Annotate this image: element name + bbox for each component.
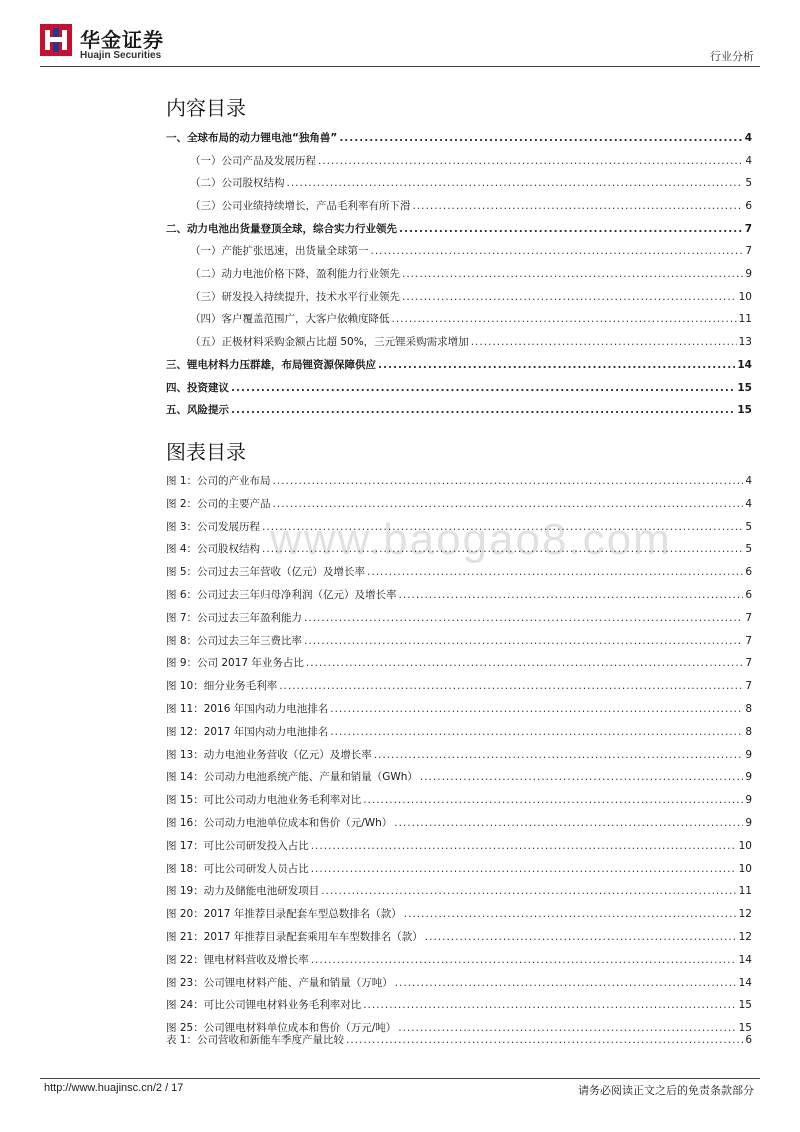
toc-entry[interactable] <box>166 377 752 400</box>
dot-leader <box>273 493 744 516</box>
report-category: 行业分析 <box>710 50 754 63</box>
huajin-logo-icon <box>40 24 72 56</box>
toc-entry-page: 9 <box>745 794 752 807</box>
toc-entry-text: 图 18：可比公司研发人员占比 <box>166 862 309 875</box>
toc-entry-text: （四）客户覆盖范围广，大客户依赖度降低 <box>190 313 390 326</box>
toc-entry-page: 7 <box>744 222 752 235</box>
header-divider <box>40 66 760 67</box>
toc-entry-text: 图 7：公司过去三年盈利能力 <box>166 611 303 624</box>
toc-entry-page: 15 <box>738 999 752 1012</box>
toc-entry-text: 图 20：2017 年推荐目录配套车型总数排名（款） <box>166 908 402 921</box>
toc-entry-page: 12 <box>738 930 752 943</box>
toc-entry-text: 四、投资建议 <box>166 381 229 394</box>
toc-entry-page: 10 <box>738 839 752 852</box>
toc-entry-page: 6 <box>745 1033 752 1046</box>
toc-entry-page: 11 <box>738 313 752 326</box>
toc-entry-text: （一）产能扩张迅速，出货量全球第一 <box>190 245 369 258</box>
dot-leader <box>399 218 743 241</box>
toc-entry[interactable] <box>166 858 752 881</box>
toc-entry[interactable] <box>166 240 752 263</box>
toc-entry-text: 二、动力电池出货量登顶全球，综合实力行业领先 <box>166 222 397 235</box>
dot-leader <box>262 538 743 561</box>
toc-entry-text: （三）研发投入持续提升，技术水平行业领先 <box>190 290 400 303</box>
dot-leader <box>231 377 735 400</box>
toc-entry-page: 10 <box>738 290 752 303</box>
toc-entry-text: 五、风险提示 <box>166 404 229 417</box>
toc-entry-page: 7 <box>745 680 752 693</box>
toc-entry-page: 9 <box>745 816 752 829</box>
footer-url-page <box>44 1082 183 1094</box>
dot-leader <box>304 607 743 630</box>
toc-entry-text: 图 10：细分业务毛利率 <box>166 680 278 693</box>
dot-leader <box>395 972 737 995</box>
toc-entry[interactable] <box>166 607 752 630</box>
toc-entry-text: 图 21：2017 年推荐目录配套乘用车车型数排名（款） <box>166 930 423 943</box>
toc-entry-page: 4 <box>745 154 752 167</box>
dot-leader <box>287 172 744 195</box>
toc-entry[interactable] <box>166 470 752 493</box>
toc-entry-text: 图 17：可比公司研发投入占比 <box>166 839 309 852</box>
dot-leader <box>402 263 743 286</box>
dot-leader <box>471 331 737 354</box>
toc-entry-text: （二）公司股权结构 <box>190 177 285 190</box>
toc-entry-text: 图 5：公司过去三年营收（亿元）及增长率 <box>166 566 366 579</box>
figures-title: 图表目录 <box>166 440 246 464</box>
toc-entry-page: 12 <box>738 908 752 921</box>
toc-entry-page: 7 <box>745 657 752 670</box>
toc-entry[interactable] <box>166 903 752 926</box>
toc-entry[interactable] <box>166 675 752 698</box>
toc-entry-text: 图 8：公司过去三年三费比率 <box>166 634 303 647</box>
toc-entry-text: 图 15：可比公司动力电池业务毛利率对比 <box>166 794 362 807</box>
contents-list <box>166 127 752 422</box>
footer-disclaimer: 请务必阅读正文之后的免责条款部分 <box>578 1084 754 1097</box>
toc-entry-page: 9 <box>745 268 752 281</box>
toc-entry-page: 6 <box>745 566 752 579</box>
toc-entry-page: 5 <box>745 543 752 556</box>
brand-name-cn: 华金证券 <box>80 28 164 52</box>
dot-leader <box>311 949 737 972</box>
dot-leader <box>346 1029 743 1052</box>
toc-entry[interactable] <box>166 218 752 241</box>
toc-entry-page: 9 <box>745 771 752 784</box>
toc-entry[interactable] <box>166 354 752 377</box>
toc-entry-text: 图 4：公司股权结构 <box>166 543 261 556</box>
dot-leader <box>330 721 743 744</box>
page-header <box>0 0 800 70</box>
toc-entry-page: 7 <box>745 245 752 258</box>
dot-leader <box>363 994 736 1017</box>
toc-entry-page: 10 <box>738 862 752 875</box>
toc-entry-page: 15 <box>738 1022 752 1035</box>
dot-leader <box>279 675 743 698</box>
toc-entry-page: 4 <box>745 497 752 510</box>
toc-entry-page: 15 <box>737 381 752 394</box>
dot-leader <box>363 789 743 812</box>
toc-entry[interactable] <box>166 1029 752 1052</box>
toc-entry-text: （三）公司业绩持续增长，产品毛利率有所下滑 <box>190 200 411 213</box>
toc-entry-text: （五）正极材料采购金额占比超 50%，三元锂采购需求增加 <box>190 336 469 349</box>
toc-entry-text: 图 16：公司动力电池单位成本和售价（元/Wh） <box>166 816 393 829</box>
toc-entry-page: 6 <box>745 588 752 601</box>
toc-entry[interactable] <box>166 150 752 173</box>
dot-leader <box>392 308 737 331</box>
toc-entry-page: 9 <box>745 748 752 761</box>
toc-entry-page: 5 <box>745 520 752 533</box>
toc-entry[interactable] <box>166 399 752 422</box>
toc-entry-page: 8 <box>745 702 752 715</box>
toc-entry-text: 图 14：公司动力电池系统产能、产量和销量（GWh） <box>166 771 418 784</box>
figures-list <box>166 470 752 1040</box>
dot-leader <box>318 150 743 173</box>
toc-entry[interactable] <box>166 766 752 789</box>
toc-entry[interactable] <box>166 972 752 995</box>
dot-leader <box>402 286 737 309</box>
toc-entry[interactable] <box>166 286 752 309</box>
toc-entry-page: 13 <box>738 336 752 349</box>
toc-entry-text: 图 19：动力及储能电池研发项目 <box>166 885 320 898</box>
dot-leader <box>330 698 743 721</box>
toc-entry-text: 图 3：公司发展历程 <box>166 520 261 533</box>
footer-page-number: 2 / 17 <box>155 1082 184 1094</box>
toc-entry[interactable] <box>166 172 752 195</box>
toc-entry-page: 4 <box>744 131 752 144</box>
dot-leader <box>311 835 737 858</box>
dot-leader <box>367 561 743 584</box>
toc-entry[interactable] <box>166 835 752 858</box>
toc-entry-page: 15 <box>737 404 752 417</box>
toc-entry-text: 图 1：公司的产业布局 <box>166 475 271 487</box>
toc-entry-page: 6 <box>745 200 752 213</box>
toc-entry-text: 表 1：公司营收和新能车季度产量比较 <box>166 1033 345 1046</box>
toc-entry-text: 图 12：2017 年国内动力电池排名 <box>166 725 329 738</box>
toc-entry[interactable] <box>166 630 752 653</box>
toc-entry-text: 图 22：锂电材料营收及增长率 <box>166 953 309 966</box>
toc-entry-text: 三、锂电材料力压群雄，布局锂资源保障供应 <box>166 358 376 371</box>
toc-entry-page: 7 <box>745 611 752 624</box>
toc-entry-text: 图 23：公司锂电材料产能、产量和销量（万吨） <box>166 976 393 989</box>
footer-url[interactable]: http://www.huajinsc.cn/ <box>44 1082 156 1094</box>
toc-entry-text: 图 9：公司 2017 年业务占比 <box>166 657 304 670</box>
toc-entry-page: 7 <box>745 634 752 647</box>
toc-entry[interactable] <box>166 561 752 584</box>
toc-entry-text: 图 25：公司锂电材料单位成本和售价（万元/吨） <box>166 1022 397 1035</box>
toc-entry[interactable] <box>166 309 752 332</box>
toc-entry[interactable] <box>166 721 752 744</box>
toc-entry[interactable] <box>166 698 752 721</box>
toc-entry-text: 图 13：动力电池业务营收（亿元）及增长率 <box>166 748 372 761</box>
dot-leader <box>413 195 744 218</box>
toc-entry-text: 图 11：2016 年国内动力电池排名 <box>166 702 329 715</box>
toc-entry[interactable] <box>166 538 752 561</box>
dot-leader <box>399 584 744 607</box>
toc-entry[interactable] <box>166 812 752 835</box>
dot-leader <box>311 858 737 881</box>
dot-leader <box>374 744 744 767</box>
dot-leader <box>304 630 743 653</box>
toc-entry-page: 14 <box>738 976 752 989</box>
dot-leader <box>425 926 737 949</box>
toc-entry-page: 5 <box>745 177 752 190</box>
toc-entry-page: 8 <box>745 725 752 738</box>
toc-entry[interactable] <box>166 744 752 767</box>
dot-leader <box>371 240 744 263</box>
toc-entry-page: 14 <box>738 953 752 966</box>
brand-name-en: Huajin Securities <box>80 50 162 61</box>
toc-entry-text: （一）公司产品及发展历程 <box>190 154 316 167</box>
toc-entry-page: 11 <box>738 885 752 898</box>
toc-entry[interactable] <box>166 652 752 675</box>
toc-entry-text: 图 2：公司的主要产品 <box>166 497 271 510</box>
dot-leader <box>306 652 743 675</box>
toc-entry[interactable] <box>166 263 752 286</box>
toc-entry-page: 4 <box>745 475 752 487</box>
toc-entry[interactable] <box>166 994 752 1017</box>
dot-leader <box>273 470 744 493</box>
toc-entry-text: 一、全球布局的动力锂电池“独角兽” <box>166 131 338 144</box>
dot-leader <box>339 127 742 150</box>
toc-entry[interactable] <box>166 331 752 354</box>
toc-entry-text: 图 24：可比公司锂电材料业务毛利率对比 <box>166 999 362 1012</box>
toc-entry[interactable] <box>166 493 752 516</box>
dot-leader <box>404 903 737 926</box>
toc-entry-text: （二）动力电池价格下降，盈利能力行业领先 <box>190 268 400 281</box>
toc-entry[interactable] <box>166 789 752 812</box>
dot-leader <box>378 354 735 377</box>
toc-entry-text: 图 6：公司过去三年归母净利润（亿元）及增长率 <box>166 588 397 601</box>
dot-leader <box>420 766 743 789</box>
toc-title: 内容目录 <box>166 96 246 120</box>
toc-entry[interactable] <box>166 926 752 949</box>
toc-entry[interactable] <box>166 584 752 607</box>
watermark: www.baogao8.com <box>270 515 672 564</box>
footer-divider <box>40 1078 760 1079</box>
toc-entry[interactable] <box>166 195 752 218</box>
toc-entry-page: 14 <box>737 358 752 371</box>
toc-entry[interactable] <box>166 127 752 150</box>
dot-leader <box>394 812 743 835</box>
dot-leader <box>262 516 743 539</box>
dot-leader <box>321 880 736 903</box>
toc-entry[interactable] <box>166 516 752 539</box>
toc-entry[interactable] <box>166 949 752 972</box>
dot-leader <box>231 399 735 422</box>
tables-list <box>166 1029 752 1052</box>
toc-entry[interactable] <box>166 880 752 903</box>
